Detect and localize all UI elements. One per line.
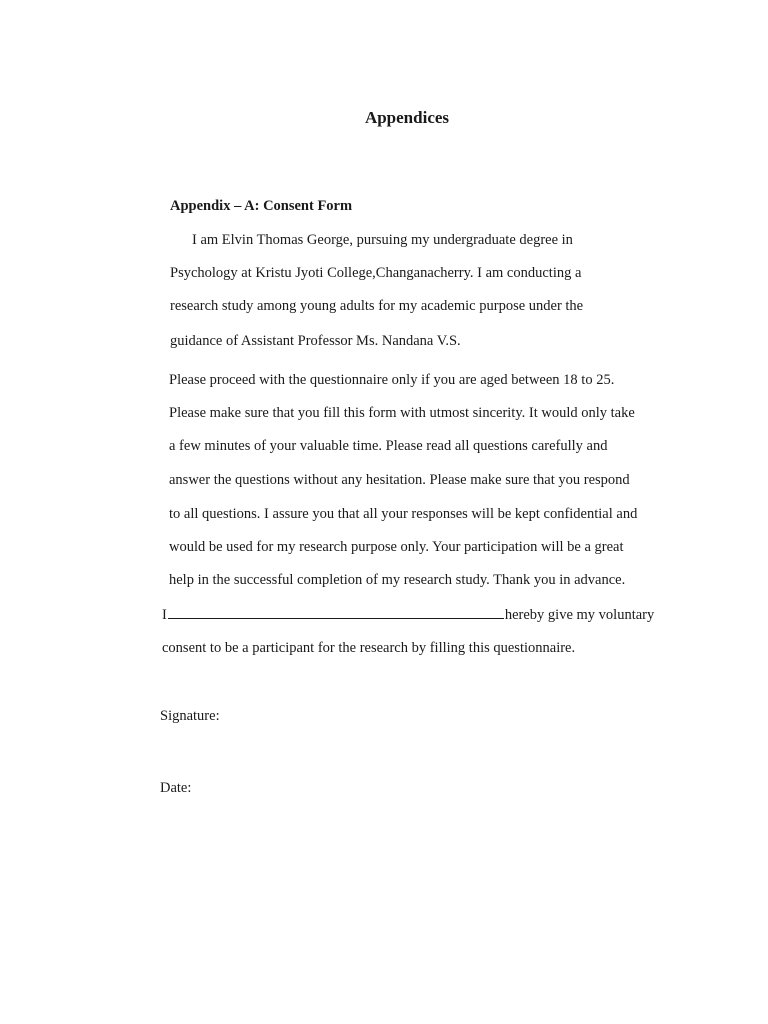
consent-line-2: consent to be a participant for the research by filling this questionnaire. [162,640,576,656]
body-line-5: to all questions. I assure you that all your responses will be kept confidential and [169,506,638,522]
consent-prefix: I [162,607,167,623]
body-line-3: a few minutes of your valuable time. Please read all questions carefully and [169,438,608,454]
page-title: Appendices [364,108,450,127]
appendix-heading: Appendix – A: Consent Form [170,198,353,214]
body-line-2: Please make sure that you fill this form with utmost sincerity. It would only take [169,405,635,421]
date-label: Date: [160,780,192,796]
signature-label: Signature: [160,708,220,724]
consent-line-1 [162,605,654,624]
consent-suffix: hereby give my voluntary [504,607,655,623]
body-line-4: answer the questions without any hesitation. Please make sure that you respond [169,472,630,488]
body-line-1: Please proceed with the questionnaire only if you are aged between 18 to 25. [169,372,615,388]
body-line-7: help in the successful completion of my research study. Thank you in advance. [169,572,626,588]
name-blank-line [168,605,504,619]
intro-line-2: Psychology at Kristu Jyoti College,Changanacherry. I am conducting a [170,265,582,281]
intro-line-3: research study among young adults for my academic purpose under the [170,298,584,314]
intro-line-1: I am Elvin Thomas George, pursuing my undergraduate degree in [192,232,573,248]
intro-line-4: guidance of Assistant Professor Ms. Nandana V.S. [170,333,461,349]
body-line-6: would be used for my research purpose only. Your participation will be a great [169,539,624,555]
